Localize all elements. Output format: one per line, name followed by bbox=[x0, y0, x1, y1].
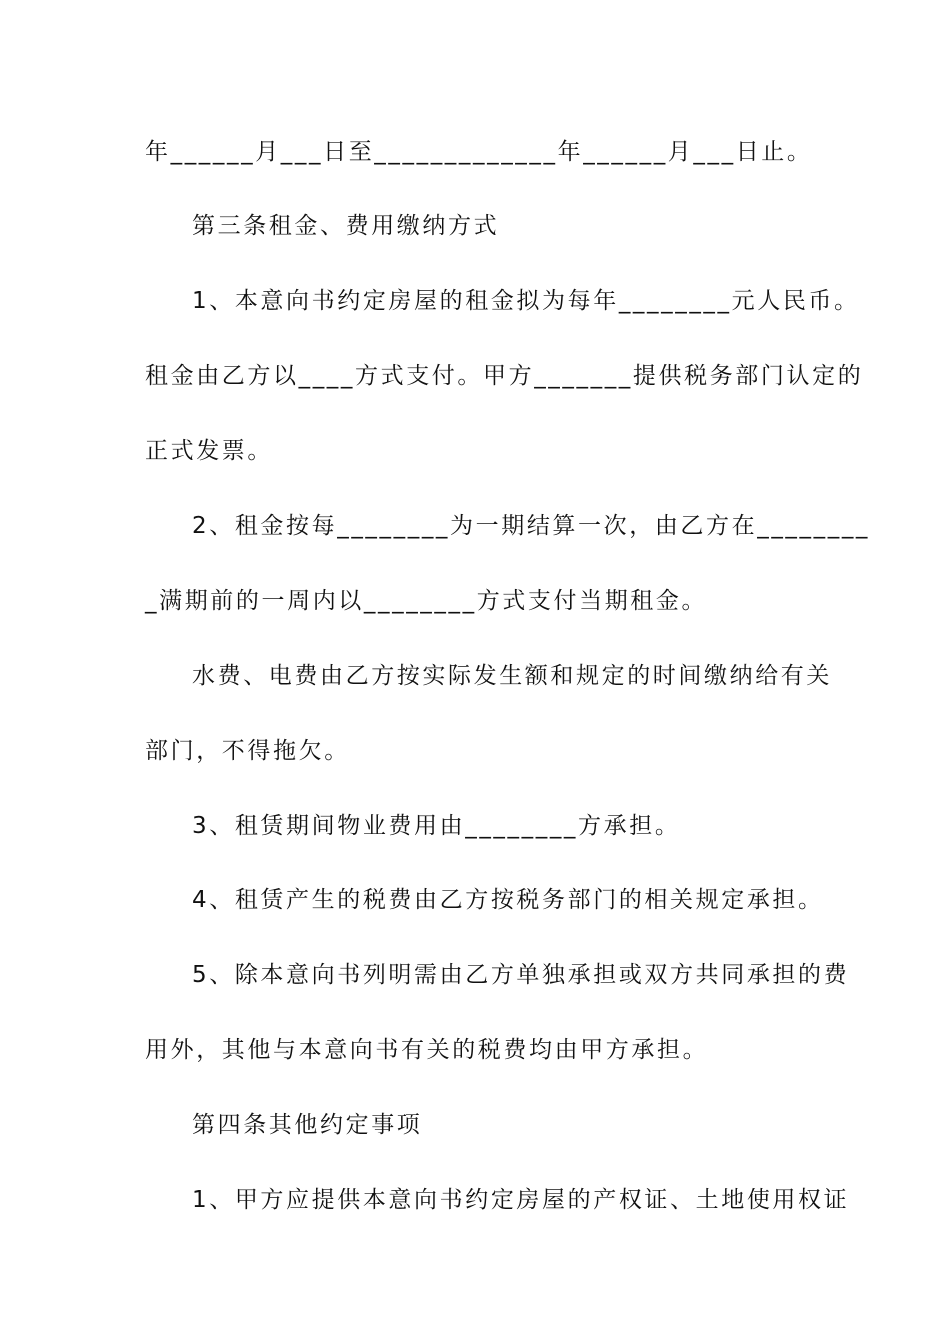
text-line: 4、租赁产生的税费由乙方按税务部门的相关规定承担。 bbox=[192, 887, 824, 913]
text-line: 1、本意向书约定房屋的租金拟为每年________元人民币。 bbox=[192, 288, 860, 314]
text-line: 用外，其他与本意向书有关的税费均由甲方承担。 bbox=[145, 1037, 709, 1063]
text-line: 水费、电费由乙方按实际发生额和规定的时间缴纳给有关 bbox=[192, 663, 832, 689]
text-line: 部门，不得拖欠。 bbox=[145, 738, 350, 764]
text-line: 3、租赁期间物业费用由________方承担。 bbox=[192, 813, 681, 839]
text-line: 1、甲方应提供本意向书约定房屋的产权证、土地使用权证 bbox=[192, 1187, 850, 1213]
section-heading: 第三条租金、费用缴纳方式 bbox=[192, 213, 500, 239]
text-line: 正式发票。 bbox=[145, 438, 273, 464]
text-line: 5、除本意向书列明需由乙方单独承担或双方共同承担的费 bbox=[192, 962, 850, 988]
text-line: 2、租金按每________为一期结算一次，由乙方在________ bbox=[192, 513, 871, 539]
text-line: 年______月___日至_____________年______月___日止。 bbox=[145, 139, 813, 165]
text-line: 租金由乙方以____方式支付。甲方_______提供税务部门认定的 bbox=[145, 363, 864, 389]
section-heading: 第四条其他约定事项 bbox=[192, 1112, 423, 1138]
text-line: _满期前的一周内以________方式支付当期租金。 bbox=[145, 588, 708, 614]
